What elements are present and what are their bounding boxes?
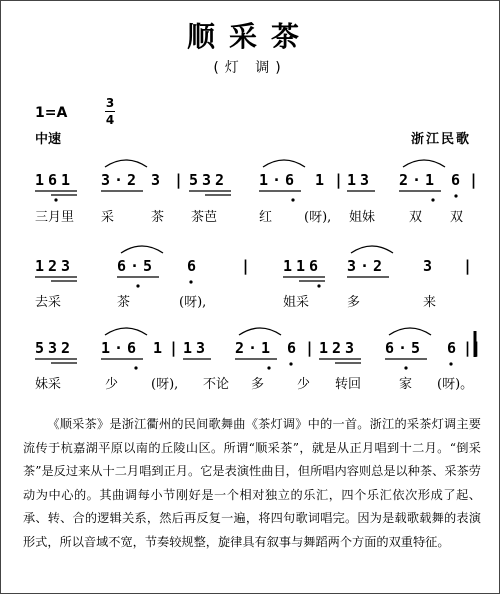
- lyric: 家: [399, 377, 413, 392]
- meter-bottom: 4: [105, 113, 115, 127]
- lyric: 双: [409, 210, 423, 225]
- lyric: 去采: [35, 295, 62, 310]
- song-subtitle: (灯 调): [213, 60, 287, 76]
- lyric: (呀),: [151, 377, 179, 392]
- meter-top: 3: [105, 96, 115, 110]
- note-group: 6·5: [117, 257, 157, 275]
- note-group: 6: [451, 171, 465, 189]
- note-group: 1: [153, 339, 167, 357]
- barline: |: [469, 171, 483, 189]
- time-signature: [105, 96, 115, 127]
- lyric: 姐妹: [349, 210, 376, 225]
- note-group: 116: [283, 257, 323, 275]
- slur: [105, 328, 147, 335]
- octave-dot: [189, 280, 192, 283]
- final-barline: ||: [463, 339, 482, 357]
- note-group: 6: [187, 257, 201, 275]
- octave-dot: [431, 198, 434, 201]
- note-group: 1: [315, 171, 329, 189]
- lyric: 少: [297, 377, 311, 392]
- note-group: 3·2: [101, 171, 141, 189]
- note-group: 3: [423, 257, 437, 275]
- lyric: 不论: [203, 377, 230, 392]
- note-group: 3·2: [347, 257, 387, 275]
- octave-dot: [134, 366, 137, 369]
- octave-dot: [404, 366, 407, 369]
- octave-dot: [449, 362, 452, 365]
- lyric: 红: [259, 210, 273, 225]
- note-group: 532: [189, 171, 229, 189]
- barline: |: [305, 339, 319, 357]
- note-group: 2·1: [399, 171, 439, 189]
- lyric: 双: [450, 210, 464, 225]
- lyric: 采: [101, 210, 115, 225]
- lyric: 姐采: [283, 295, 310, 310]
- slur: [351, 246, 393, 253]
- note-group: 123: [319, 339, 359, 357]
- octave-dot: [267, 366, 270, 369]
- song-title: 顺采茶: [186, 20, 313, 53]
- lyric: (呀)。: [437, 377, 474, 392]
- lyric: (呀),: [179, 295, 207, 310]
- note-group: 532: [35, 339, 75, 357]
- lyric: 少: [105, 377, 119, 392]
- octave-dot: [291, 198, 294, 201]
- lyric: 三月里: [35, 210, 75, 225]
- octave-dot: [289, 362, 292, 365]
- lyric: (呀),: [304, 210, 332, 225]
- note-group: 6·5: [385, 339, 425, 357]
- slur: [239, 328, 281, 335]
- barline: |: [463, 257, 477, 275]
- slur: [105, 160, 147, 167]
- description-paragraph: 《顺采茶》是浙江衢州的民间歌舞曲《茶灯调》中的一首。浙江的采茶灯调主要流传于杭嘉湖平原以南的丘陵山区。所谓“顺采茶”，就是从正月唱到十二月。“倒采茶”是反过来从十二月唱到正月。它是表演性曲目，但所唱内容则总是以种茶、采茶劳动为中心的。其曲调每小节刚好是一个相对独立的乐汇，四个乐汇依次形成了起、承、转、合的逻辑关系，然后再反复一遍，将四句歌词唱完。因为是载歌载舞的表演形式，所以音域不宽，节奏较规整，旋律具有叙事与舞蹈两个方面的双重特征。: [23, 417, 481, 549]
- note-group: 13: [183, 339, 210, 357]
- barline: |: [334, 171, 348, 189]
- barline: |: [169, 339, 183, 357]
- lyric: 茶: [151, 210, 165, 225]
- note-group: 1·6: [101, 339, 141, 357]
- lyric: 转回: [335, 377, 362, 392]
- barline: |: [174, 171, 188, 189]
- meter-divider: [105, 111, 115, 112]
- lyric: 妹采: [35, 377, 62, 392]
- slur: [121, 246, 163, 253]
- lyric: 来: [423, 295, 437, 310]
- barline: |: [241, 257, 255, 275]
- song-origin: 浙江民歌: [410, 132, 471, 147]
- tempo-marking: 中速: [35, 132, 62, 147]
- note-group: 123: [35, 257, 75, 275]
- lyric: 多: [251, 377, 265, 392]
- note-group: 3: [151, 171, 165, 189]
- note-group: 6: [287, 339, 301, 357]
- octave-dot: [317, 284, 320, 287]
- slur: [403, 160, 445, 167]
- key-signature: 1=A: [35, 105, 68, 121]
- note-group: 1·6: [259, 171, 299, 189]
- note-group: 161: [35, 171, 75, 189]
- note-group: 2·1: [235, 339, 275, 357]
- lyric: 多: [347, 295, 361, 310]
- lyric: 茶: [117, 295, 131, 310]
- slur: [389, 328, 431, 335]
- octave-dot: [454, 194, 457, 197]
- note-group: 6: [447, 339, 461, 357]
- slur: [263, 160, 305, 167]
- note-group: 13: [347, 171, 374, 189]
- octave-dot: [54, 198, 57, 201]
- octave-dot: [136, 284, 139, 287]
- lyric: 茶芭: [191, 210, 218, 225]
